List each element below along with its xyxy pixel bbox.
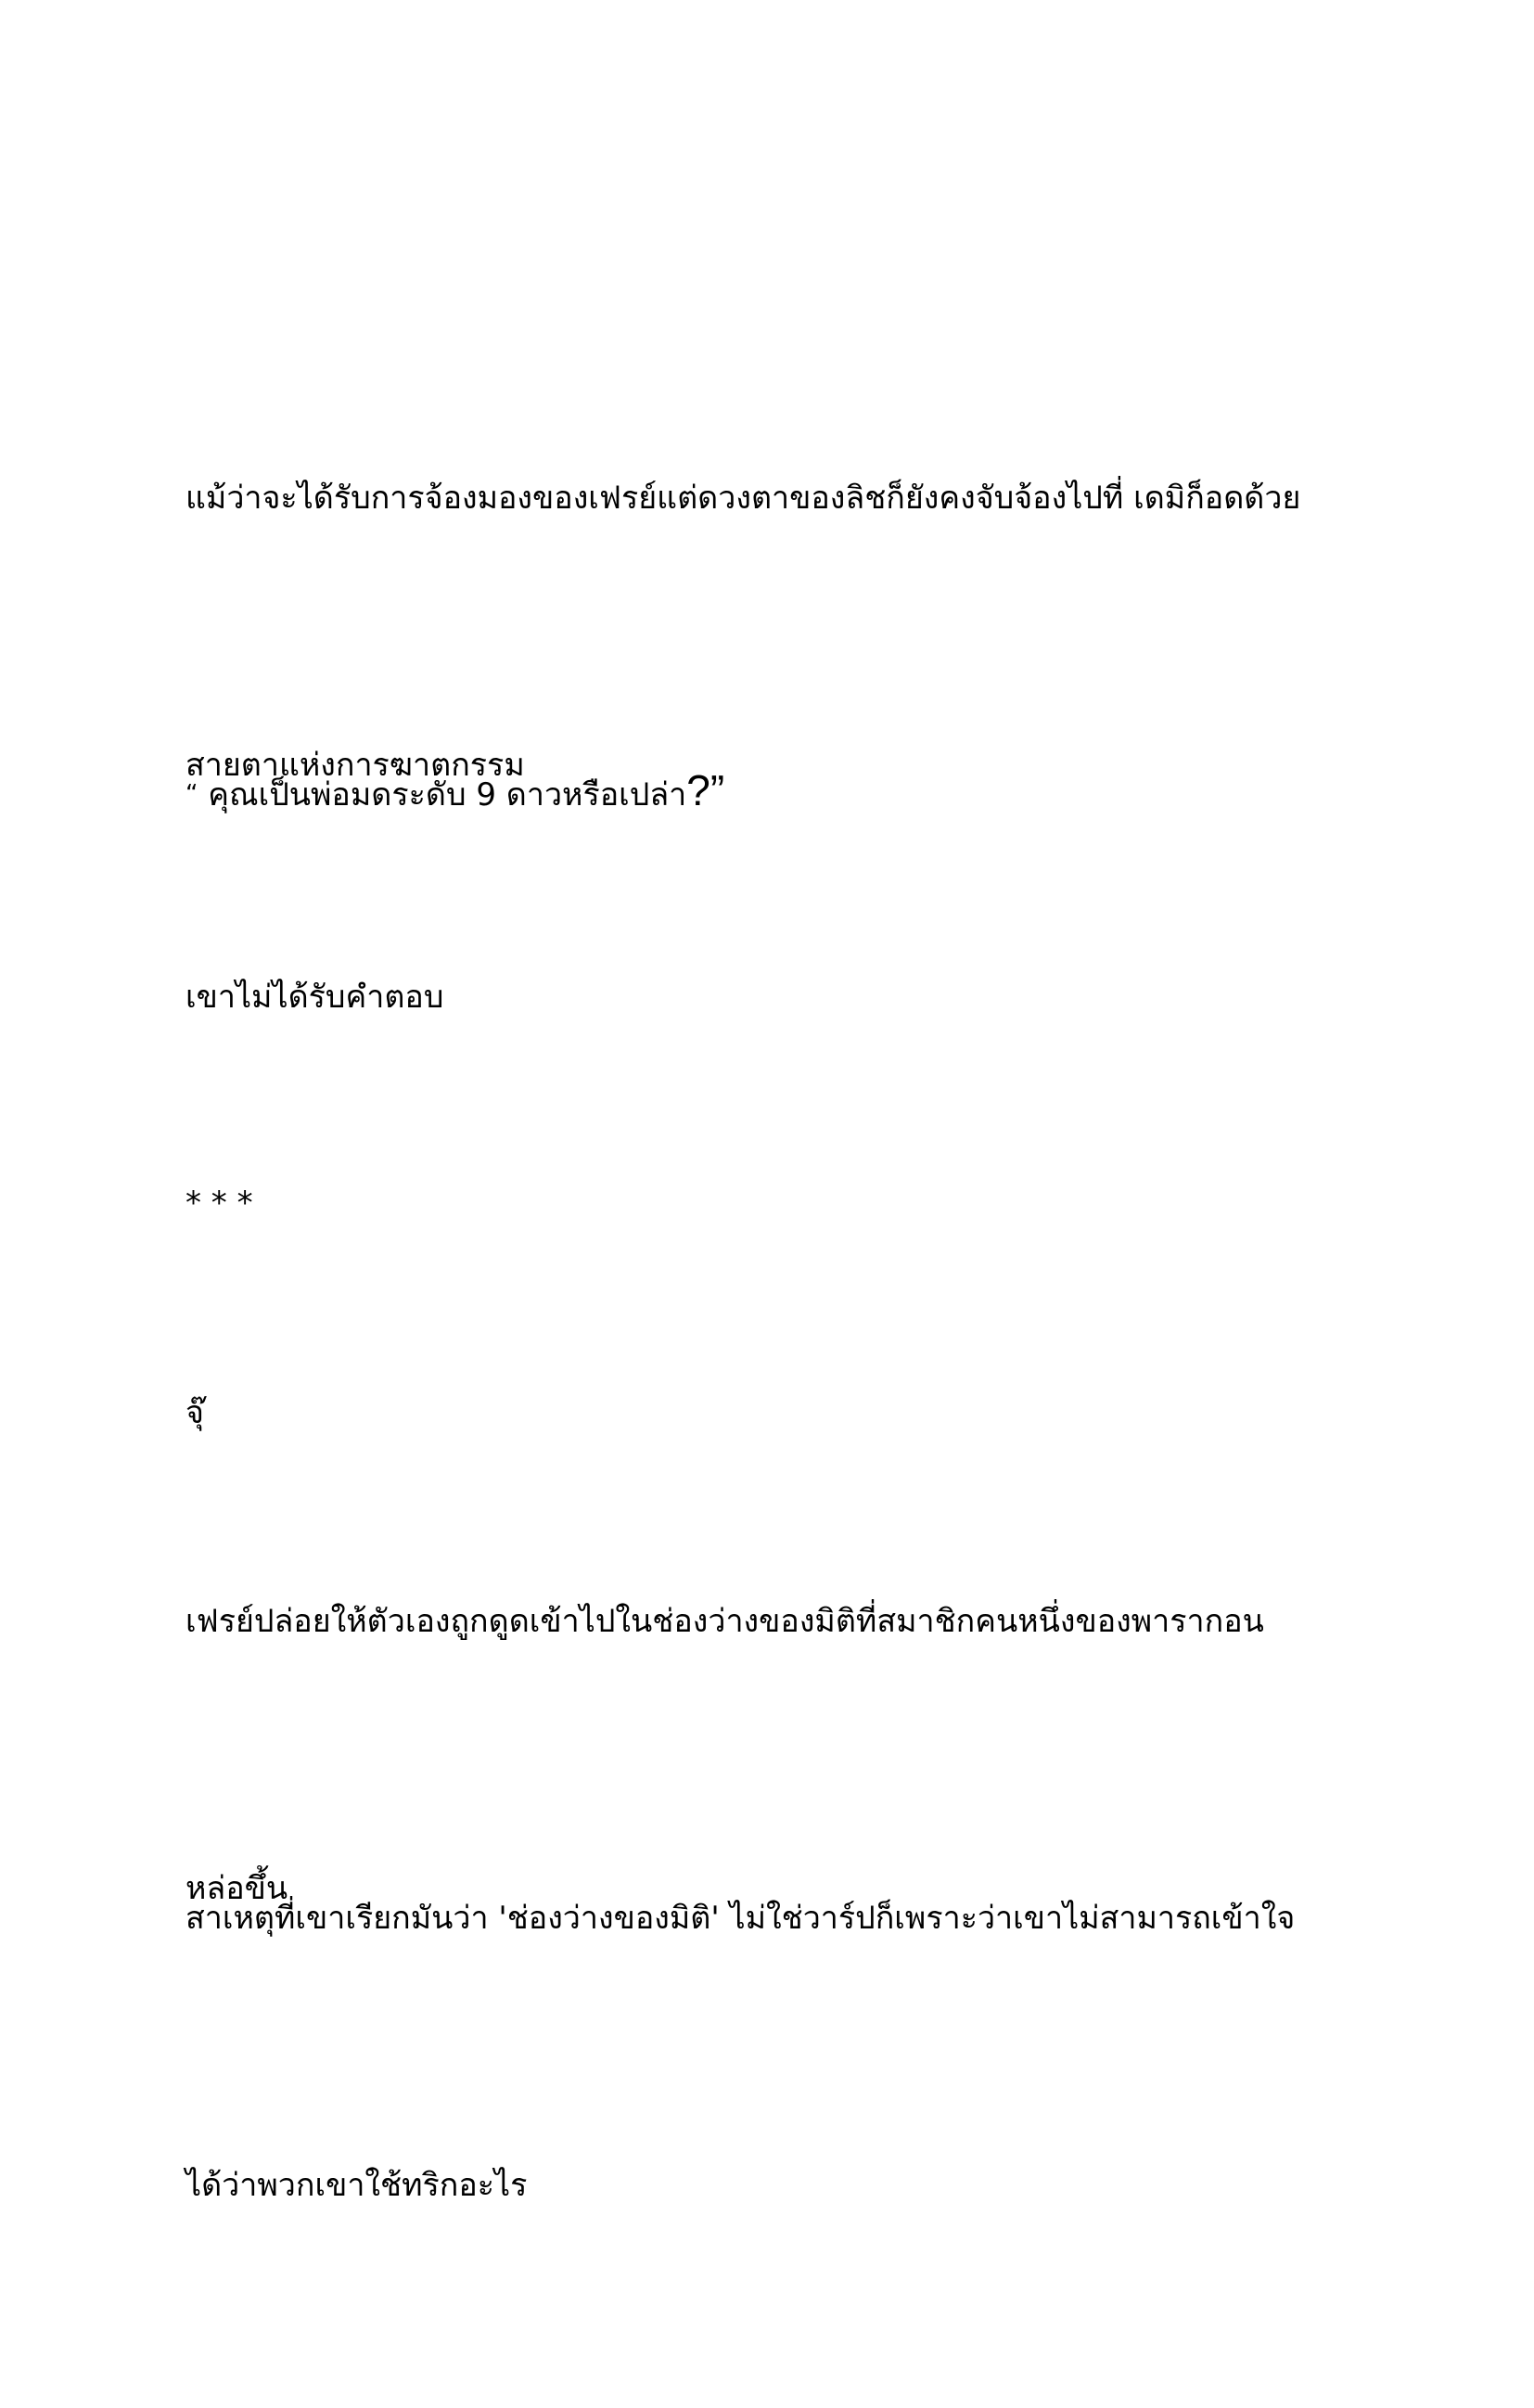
paragraph-1-line-1: แม้ว่าจะได้รับการจ้องมองของเฟรย์แต่ดวงตาของลิชก็ยังคงจับจ้องไปที่ เดมิก็อดด้วย bbox=[185, 480, 1301, 517]
paragraph-6-line-1: เฟรย์ปล่อยให้ตัวเองถูกดูดเข้าไปในช่องว่างของมิติที่สมาชิกคนหนึ่งของพารากอน bbox=[185, 1603, 1264, 1640]
close-punctuation: ?” bbox=[686, 766, 725, 814]
open-quote: “ bbox=[185, 780, 198, 808]
paragraph-7-line-1: สาเหตุที่เขาเรียกมันว่า 'ช่องว่างของมิติ' ไม่ใช่วาร์ปก็เพราะว่าเขาไม่สามารถเข้าใจ bbox=[185, 1900, 1296, 1937]
sound-effect: จุ๊ bbox=[185, 1394, 204, 1431]
paragraph-6-line-2: หล่อขึ้น bbox=[185, 1870, 288, 1907]
paragraph-7-line-2: ได้ว่าพวกเขาใช้ทริกอะไร bbox=[185, 2167, 528, 2204]
scene-break-asterisks: * * * bbox=[185, 1185, 253, 1222]
paragraph-1-line-2: สายตาแห่งการฆาตกรรม bbox=[185, 747, 525, 784]
paragraph-3-line-1: เขาไม่ได้รับคำตอบ bbox=[185, 979, 444, 1016]
dialogue-text: คุณเป็นพ่อมดระดับ 9 ดาวหรือเปล่า bbox=[198, 776, 687, 813]
paragraph-7 bbox=[185, 1696, 1354, 2408]
